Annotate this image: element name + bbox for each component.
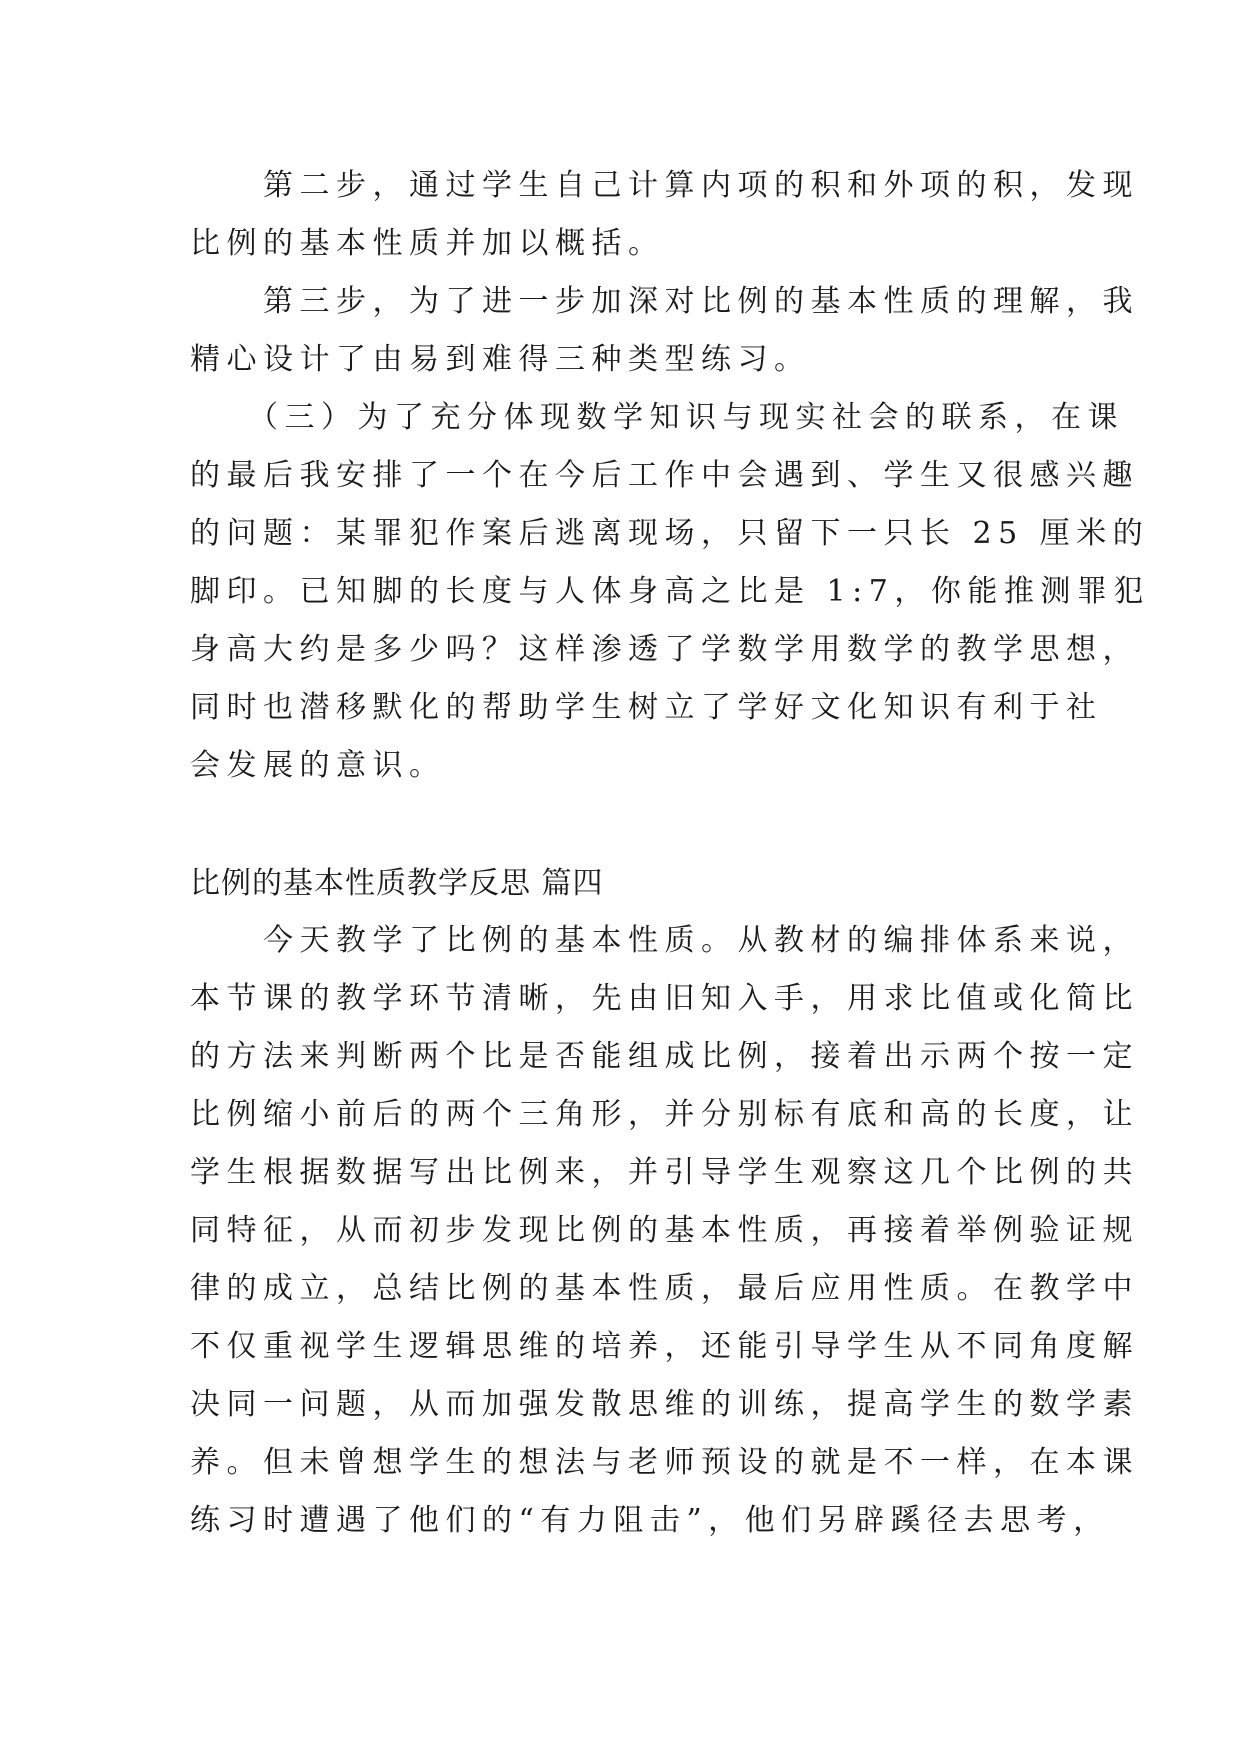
text-line: 会发展的意识。 [190, 748, 446, 783]
text-line: 养。但未曾想学生的想法与老师预设的就是不一样，在本课 [190, 1445, 1139, 1480]
text-line: 脚印。已知脚的长度与人体身高之比是 1:7，你能推测罪犯 [190, 574, 1150, 609]
text-line: 第三步，为了进一步加深对比例的基本性质的理解，我 [190, 284, 1139, 319]
text-line: 精心设计了由易到难得三种类型练习。 [190, 342, 811, 377]
text-line: 同特征，从而初步发现比例的基本性质，再接着举例验证规 [190, 1213, 1139, 1248]
text-line: 律的成立，总结比例的基本性质，最后应用性质。在教学中 [190, 1271, 1139, 1306]
text-line: 的最后我安排了一个在今后工作中会遇到、学生又很感兴趣 [190, 458, 1139, 493]
text-line: 比例的基本性质并加以概括。 [190, 226, 665, 261]
text-line: 不仅重视学生逻辑思维的培养，还能引导学生从不同角度解 [190, 1329, 1139, 1364]
text-line: 的问题：某罪犯作案后逃离现场，只留下一只长 25 厘米的 [190, 516, 1150, 551]
text-line: 学生根据数据写出比例来，并引导学生观察这几个比例的共 [190, 1155, 1139, 1190]
section-title: 比例的基本性质教学反思 篇四 [190, 866, 604, 901]
text-line: 比例缩小前后的两个三角形，并分别标有底和高的长度，让 [190, 1097, 1139, 1132]
text-line: 身高大约是多少吗？这样渗透了学数学用数学的教学思想， [190, 632, 1139, 667]
text-line: 今天教学了比例的基本性质。从教材的编排体系来说， [190, 923, 1139, 958]
text-line: 同时也潜移默化的帮助学生树立了学好文化知识有利于社 [190, 690, 1103, 725]
text-line: 决同一问题，从而加强发散思维的训练，提高学生的数学素 [190, 1387, 1139, 1422]
text-line: 练习时遭遇了他们的“有力阻击”，他们另辟蹊径去思考， [190, 1503, 1110, 1538]
text-line: 的方法来判断两个比是否能组成比例，接着出示两个按一定 [190, 1039, 1139, 1074]
text-line: （三）为了充分体现数学知识与现实社会的联系，在课 [190, 400, 1124, 435]
text-line: 第二步，通过学生自己计算内项的积和外项的积，发现 [190, 168, 1139, 203]
text-line: 本节课的教学环节清晰，先由旧知入手，用求比值或化简比 [190, 981, 1139, 1016]
